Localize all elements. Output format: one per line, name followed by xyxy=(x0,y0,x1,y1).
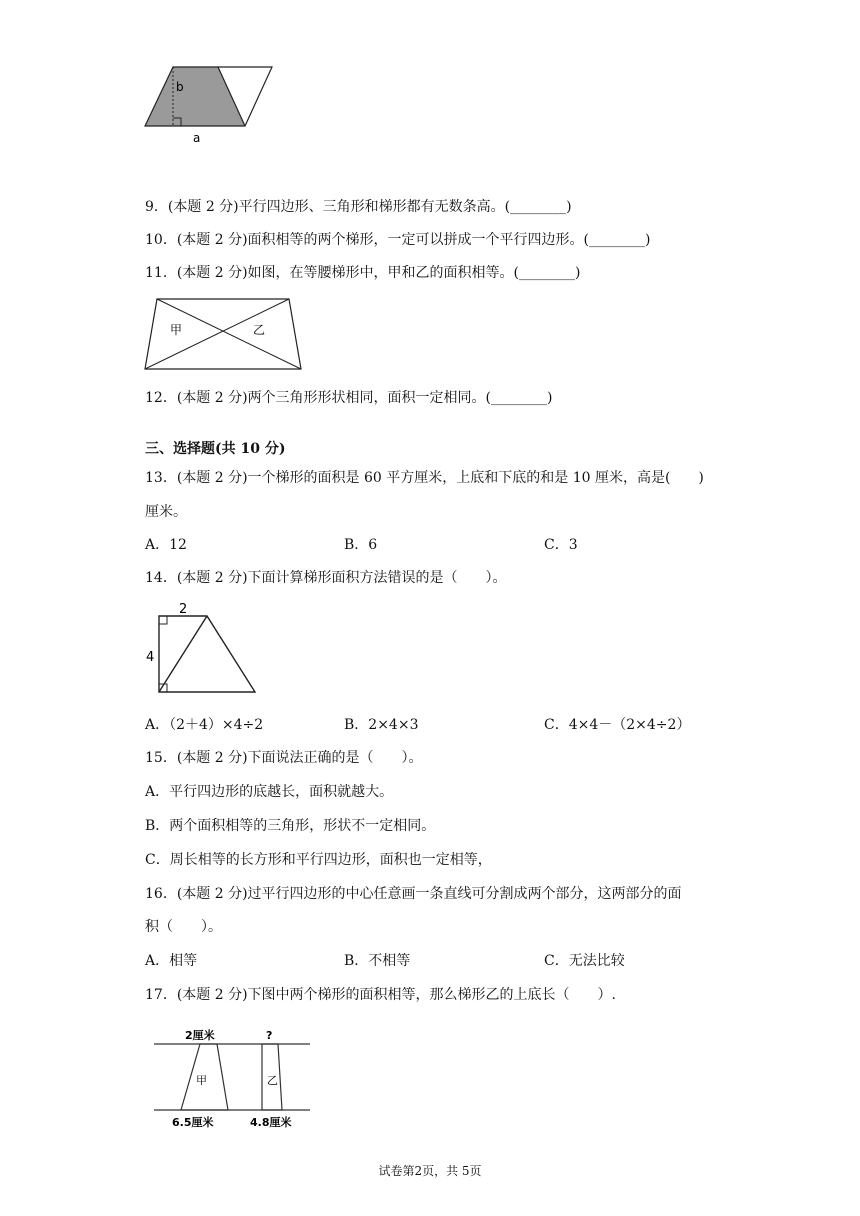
label-yi-2: 乙 xyxy=(267,1074,278,1087)
question-9: 9．(本题 2 分)平行四边形、三角形和梯形都有无数条高。(________) xyxy=(145,199,572,215)
q13-option-c: C．3 xyxy=(544,537,578,553)
trapezoid-figure xyxy=(143,296,303,376)
right-trapezoid-figure xyxy=(143,600,263,700)
q15-option-b: B．两个面积相等的三角形，形状不一定相同。 xyxy=(145,818,436,834)
q13-option-a: A．12 xyxy=(145,537,187,553)
question-15: 15．(本题 2 分)下面说法正确的是（ ）。 xyxy=(145,750,423,766)
label-yi: 乙 xyxy=(253,323,266,337)
question-13-line1: 13．(本题 2 分)一个梯形的面积是 60 平方厘米，上底和下底的和是 10 厘米，高是( ) xyxy=(145,470,704,486)
label-jia: 甲 xyxy=(170,323,183,337)
q13-option-b: B．6 xyxy=(344,537,378,553)
label-jia-2: 甲 xyxy=(196,1074,207,1087)
question-14: 14．(本题 2 分)下面计算梯形面积方法错误的是（ ）。 xyxy=(145,570,507,586)
label-top-2cm: 2厘米 xyxy=(185,1029,215,1042)
section-heading: 三、选择题(共 10 分) xyxy=(145,441,286,457)
q16-option-c: C．无法比较 xyxy=(544,953,625,969)
parallelogram-figure xyxy=(140,58,280,148)
label-question-mark: ? xyxy=(266,1029,273,1042)
q15-option-a: A．平行四边形的底越长，面积就越大。 xyxy=(145,784,394,800)
label-a: a xyxy=(193,131,201,145)
q14-option-b: B．2×4×3 xyxy=(344,717,419,733)
two-trapezoids-figure xyxy=(150,1024,315,1134)
page-footer: 试卷第2页，共 5页 xyxy=(378,1164,482,1178)
question-16-line2: 积（ ）。 xyxy=(145,919,222,935)
question-11: 11．(本题 2 分)如图，在等腰梯形中，甲和乙的面积相等。(________) xyxy=(145,265,581,281)
label-bottom-4-8cm: 4.8厘米 xyxy=(250,1116,292,1129)
q15-option-c: C．周长相等的长方形和平行四边形，面积也一定相等， xyxy=(145,852,492,868)
question-10: 10．(本题 2 分)面积相等的两个梯形，一定可以拼成一个平行四边形。(________) xyxy=(145,232,651,248)
label-left-4: 4 xyxy=(146,650,155,665)
q16-option-a: A．相等 xyxy=(145,953,198,969)
q16-option-b: B．不相等 xyxy=(344,953,411,969)
question-17: 17．(本题 2 分)下图中两个梯形的面积相等，那么梯形乙的上底长（ ）. xyxy=(145,987,616,1003)
question-12: 12．(本题 2 分)两个三角形形状相同，面积一定相同。(________) xyxy=(145,390,553,406)
question-16-line1: 16．(本题 2 分)过平行四边形的中心任意画一条直线可分割成两个部分，这两部分的面 xyxy=(145,886,682,902)
label-b: b xyxy=(176,80,184,94)
question-13-line2: 厘米。 xyxy=(145,504,187,520)
q14-option-a: A．（2＋4）×4÷2 xyxy=(145,717,264,733)
q14-option-c: C．4×4－（2×4÷2） xyxy=(544,717,691,733)
label-top-2: 2 xyxy=(179,602,188,617)
label-bottom-6-5cm: 6.5厘米 xyxy=(172,1116,214,1129)
